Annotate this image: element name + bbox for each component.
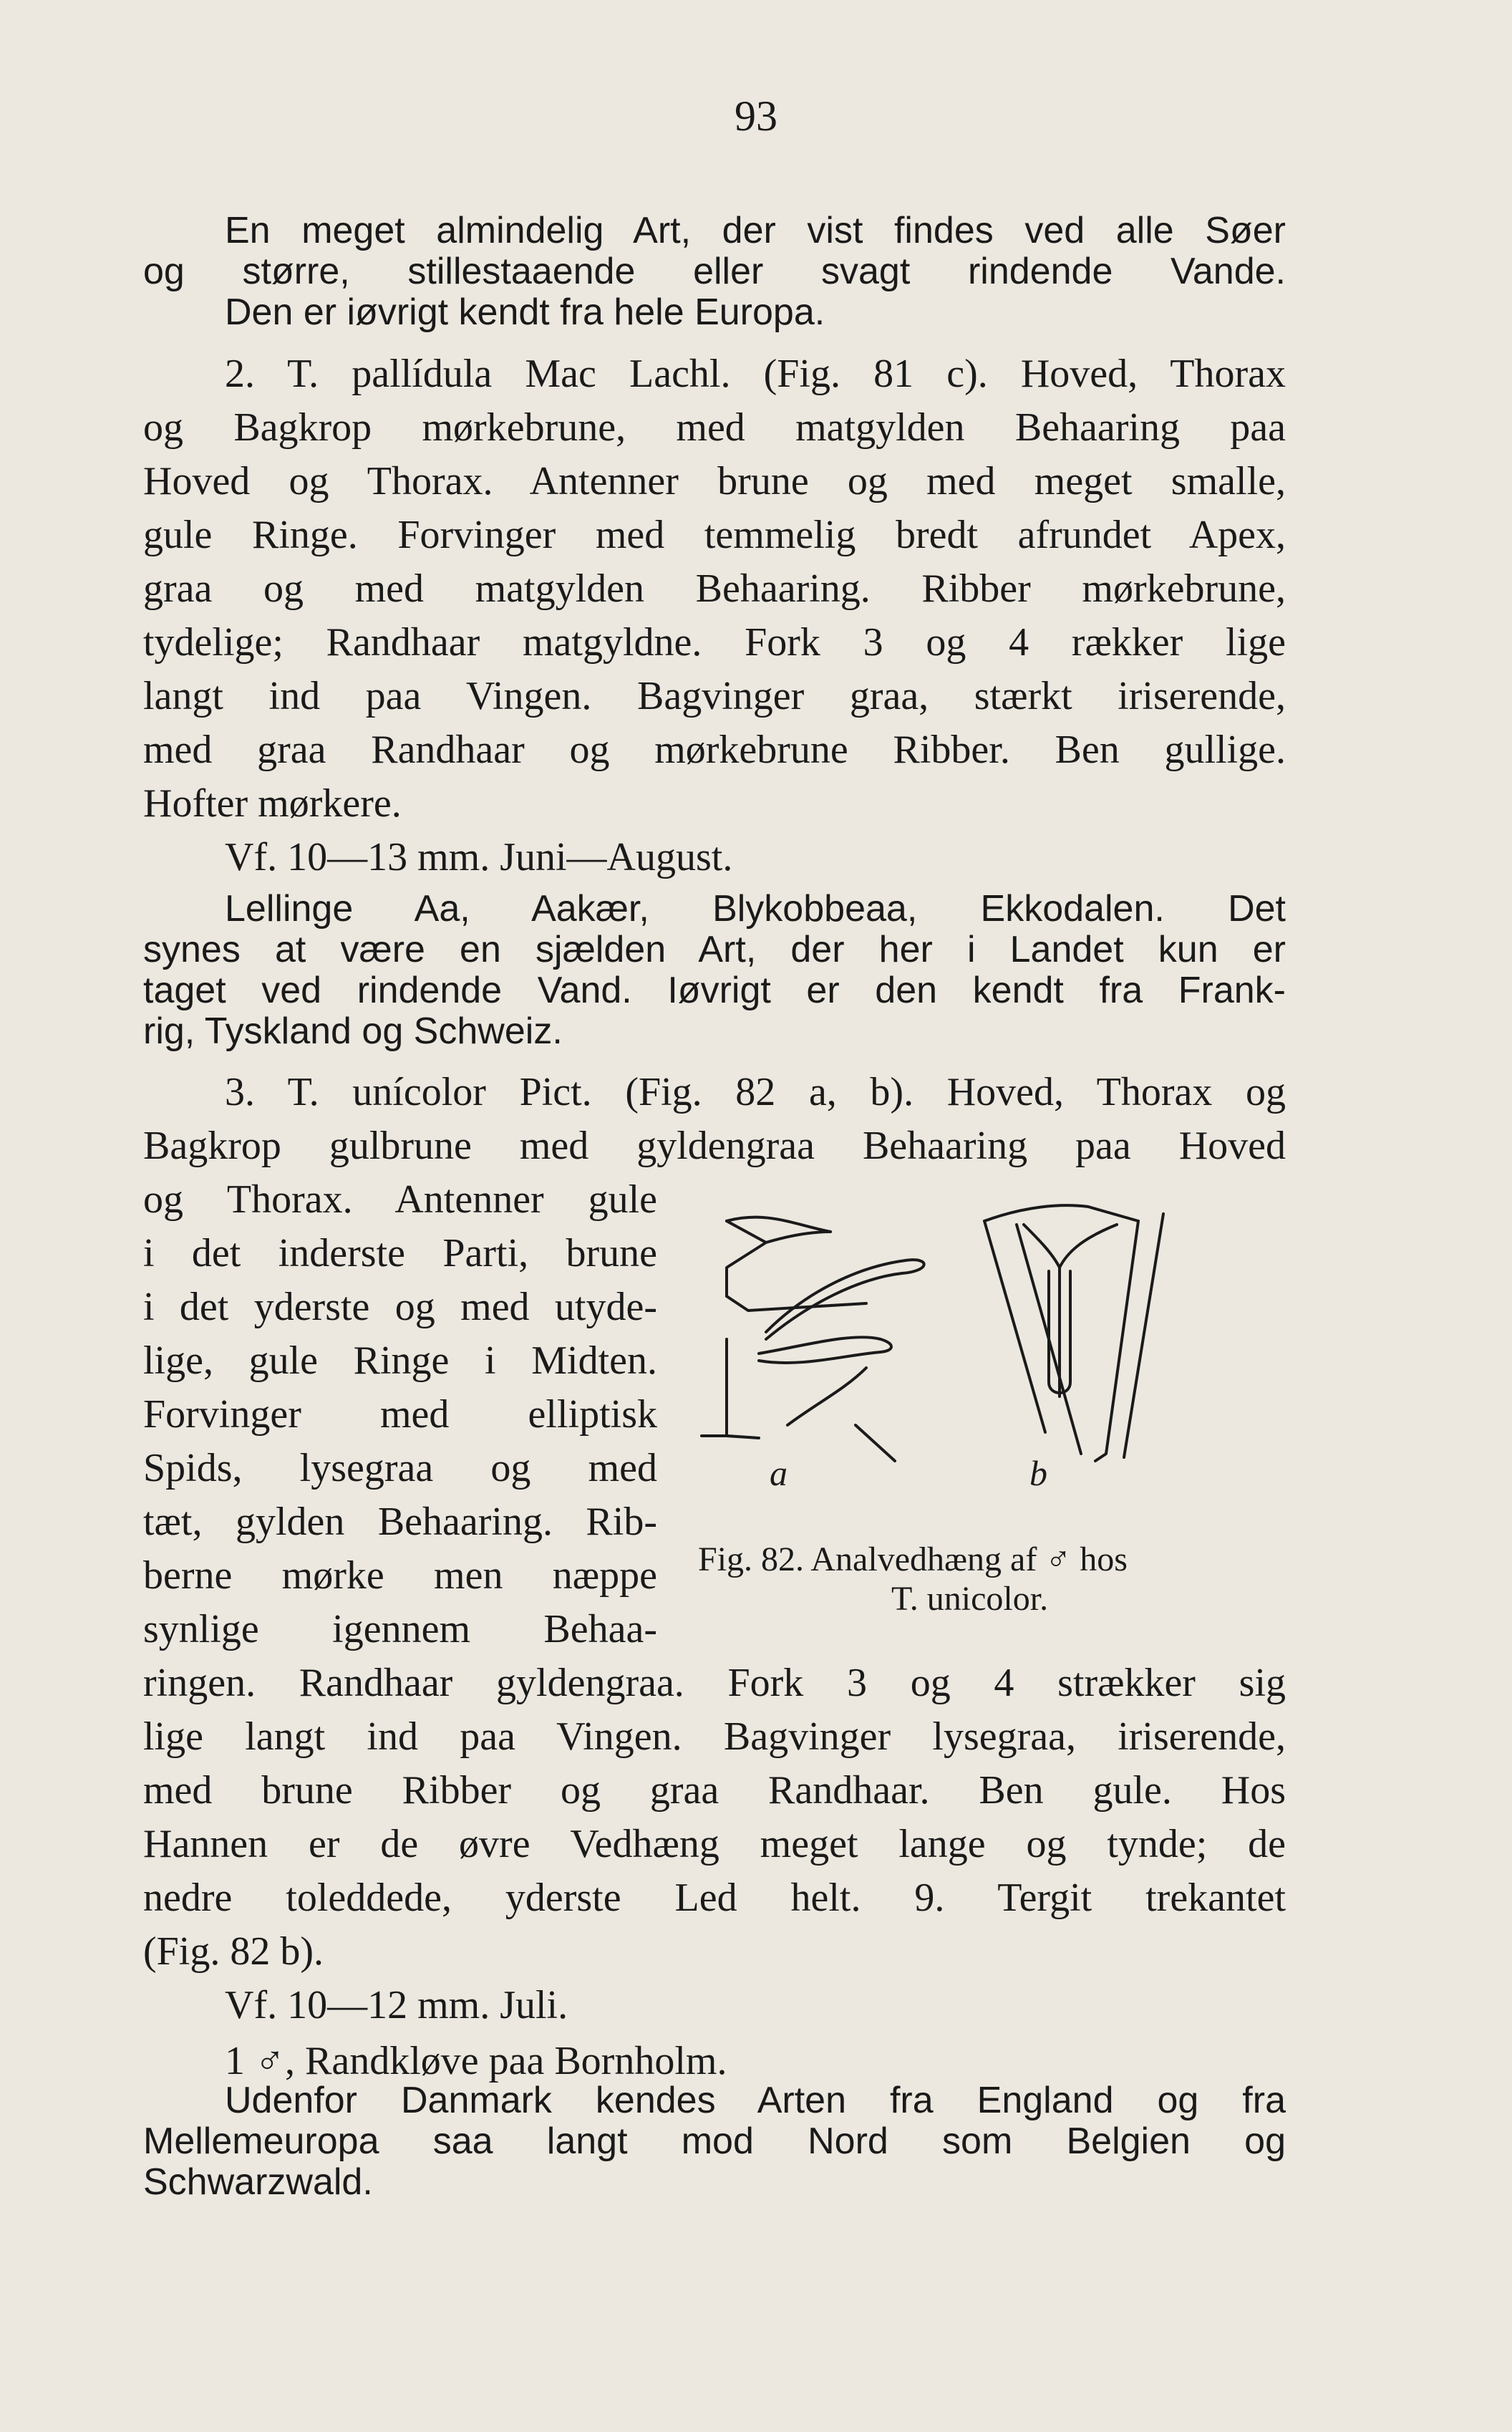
text-line: 1 ♂, Randkløve paa Bornholm. xyxy=(225,2039,727,2083)
size-and-season: Vf. 10—13 mm. Juni—August. xyxy=(225,835,733,879)
text-line: En meget almindelig Art, der vist findes ved alle Søer xyxy=(225,210,1286,251)
text-line: i det yderste og med utyde- xyxy=(143,1285,657,1329)
text-line: Forvinger med elliptisk xyxy=(143,1392,657,1437)
text-line: i det inderste Parti, brune xyxy=(143,1231,657,1275)
figure-label-b: b xyxy=(1029,1453,1047,1493)
text-line: taget ved rindende Vand. Iøvrigt er den kendt fra Frank- xyxy=(143,970,1286,1011)
species-heading-unicolor: 3. T. unícolor Pict. (Fig. 82 a, b). Hoved, Thorax og xyxy=(225,1070,1286,1114)
text-line: tæt, gylden Behaaring. Rib- xyxy=(143,1500,657,1544)
text-line: synlige igennem Behaa- xyxy=(143,1607,657,1651)
text-line: med brune Ribber og graa Randhaar. Ben gule. Hos xyxy=(143,1768,1286,1813)
text-line: Hofter mørkere. xyxy=(143,781,402,826)
text-line: lige langt ind paa Vingen. Bagvinger lysegraa, iriserende, xyxy=(143,1714,1286,1759)
text-line: nedre toleddede, yderste Led helt. 9. Tergit trekantet xyxy=(143,1876,1286,1920)
text-line: ringen. Randhaar gyldengraa. Fork 3 og 4 strækker sig xyxy=(143,1661,1286,1705)
figure-82-appendages xyxy=(687,1189,1296,1518)
text-line: berne mørke men næppe xyxy=(143,1553,657,1598)
figure-caption xyxy=(698,1540,1285,1618)
figure-caption-line: Fig. 82. Analvedhæng af ♂ hos xyxy=(698,1540,1128,1578)
text-line: med graa Randhaar og mørkebrune Ribber. Ben gullige. xyxy=(143,728,1286,772)
text-line: lige, gule Ringe i Midten. xyxy=(143,1338,657,1383)
text-line: Mellemeuropa saa langt mod Nord som Belgien og xyxy=(143,2120,1286,2162)
text-line: rig, Tyskland og Schweiz. xyxy=(143,1010,563,1052)
text-line: synes at være en sjælden Art, der her i Landet kun er xyxy=(143,929,1286,970)
text-line: og Bagkrop mørkebrune, med matgylden Behaaring paa xyxy=(143,405,1286,450)
species-heading-pallidula: 2. T. pallídula Mac Lachl. (Fig. 81 c). Hoved, Thorax xyxy=(225,352,1286,396)
text-line: graa og med matgylden Behaaring. Ribber mørkebrune, xyxy=(143,566,1286,611)
text-line: Bagkrop gulbrune med gyldengraa Behaaring paa Hoved xyxy=(143,1124,1286,1168)
text-line: Schwarzwald. xyxy=(143,2161,373,2203)
text-line: langt ind paa Vingen. Bagvinger graa, stærkt iriserende, xyxy=(143,674,1286,718)
text-line: Den er iøvrigt kendt fra hele Europa. xyxy=(225,291,825,333)
text-line: Spids, lysegraa og med xyxy=(143,1446,657,1490)
page-number: 93 xyxy=(735,92,777,140)
text-line: tydelige; Randhaar matgyldne. Fork 3 og 4 rækker lige xyxy=(143,620,1286,665)
text-line: Hannen er de øvre Vedhæng meget lange og tynde; de xyxy=(143,1822,1286,1866)
text-line: Hoved og Thorax. Antenner brune og med meget smalle, xyxy=(143,459,1286,503)
text-line: (Fig. 82 b). xyxy=(143,1929,324,1974)
text-line: og større, stillestaaende eller svagt rindende Vande. xyxy=(143,251,1286,292)
text-line: Udenfor Danmark kendes Arten fra England og fra xyxy=(225,2080,1286,2121)
figure-caption-line: T. unicolor. xyxy=(891,1580,1049,1618)
text-line: gule Ringe. Forvinger med temmelig bredt afrundet Apex, xyxy=(143,513,1286,557)
text-line: Lellinge Aa, Aakær, Blykobbeaa, Ekkodalen. Det xyxy=(225,888,1286,930)
text-line: og Thorax. Antenner gule xyxy=(143,1177,657,1222)
figure-label-a: a xyxy=(770,1453,788,1493)
size-and-season: Vf. 10—12 mm. Juli. xyxy=(225,1983,568,2027)
